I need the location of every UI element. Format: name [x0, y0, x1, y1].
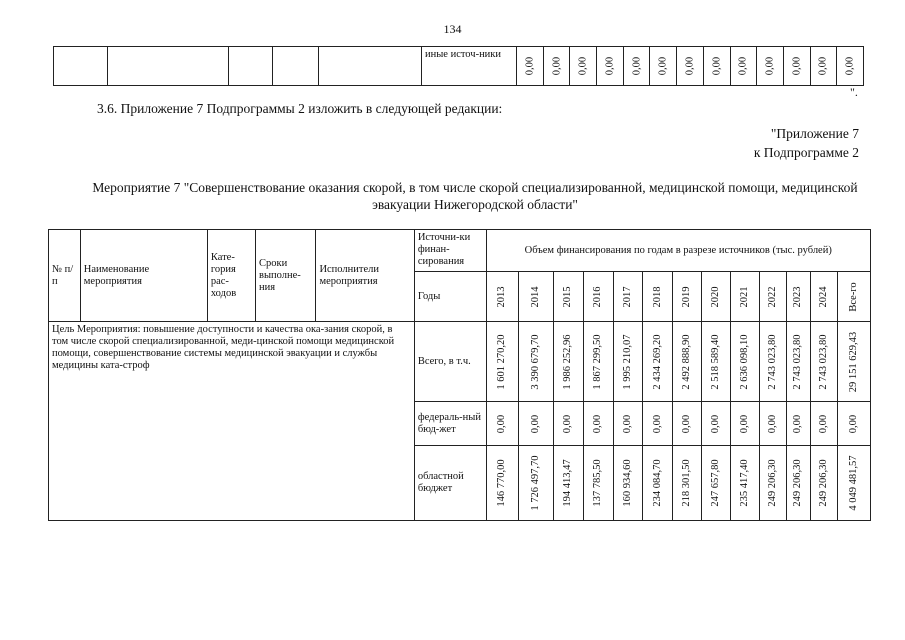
measure-title: Мероприятие 7 "Совершенствование оказания скорой, в том числе скорой специализированной, медицинской помощи, медицинской эвакуации Нижегородской области": [92, 180, 858, 212]
value-cell: [783, 47, 810, 86]
year-cell: [486, 272, 519, 322]
value-cell-text: 2 492 888,90: [680, 333, 692, 390]
row-label: областной бюджет: [414, 446, 486, 521]
header-volume: Объем финансирования по годам в разрезе источников (тыс. рублей): [486, 230, 870, 272]
value-cell-text: 0,00: [711, 56, 723, 76]
value-cell-text: 0,00: [577, 56, 589, 76]
appendix-subtitle: к Подпрограмме 2: [753, 145, 859, 160]
value-cell: [517, 47, 544, 86]
value-cell: [703, 47, 730, 86]
value-cell: [837, 402, 870, 446]
value-cell: [650, 47, 677, 86]
continuation-table: [53, 46, 864, 86]
value-cell: [811, 322, 838, 402]
value-cell-text: 2 518 589,40: [709, 333, 721, 390]
row-label: федераль-ный бюд-жет: [414, 402, 486, 446]
row-label: Всего, в т.ч.: [414, 322, 486, 402]
value-cell-text: 0,00: [709, 414, 721, 433]
value-cell-text: 0,00: [631, 56, 643, 76]
paragraph: 3.6. Приложение 7 Подпрограммы 2 изложить в следующей редакции:: [97, 101, 503, 116]
year-cell-text: 2023: [792, 286, 804, 307]
header-executors: Исполнители мероприятия: [316, 230, 414, 322]
value-cell-text: 2 434 269,20: [651, 333, 663, 390]
value-cell-text: 0,00: [680, 414, 692, 433]
year-cell: [701, 272, 731, 322]
value-cell: [731, 402, 760, 446]
value-cell-text: 0,00: [739, 414, 751, 433]
value-cell-text: 0,00: [496, 414, 508, 433]
value-cell: [543, 47, 570, 86]
year-cell-text: 2018: [651, 286, 663, 307]
value-cell-text: 194 413,47: [562, 459, 574, 507]
value-cell: [837, 47, 864, 86]
value-cell-text: 0,00: [524, 56, 536, 76]
header-years: Годы: [414, 272, 486, 322]
value-cell: [583, 402, 613, 446]
value-cell: [837, 322, 870, 402]
value-cell: [757, 47, 784, 86]
value-cell-text: 1 726 497,70: [530, 455, 542, 511]
value-cell-text: 0,00: [604, 56, 616, 76]
value-cell-text: 0,00: [651, 414, 663, 433]
year-cell: [643, 272, 673, 322]
value-cell-text: 137 785,50: [592, 459, 604, 507]
measure-goal: Цель Мероприятия: повышение доступности и качества ока-зания скорой, в том числе скорой специализированной, меди-цинской помощи медицинской помощи, совершенствование системы медицинской эвакуации и службы медицины ката-строф: [49, 322, 415, 521]
value-cell: [486, 322, 519, 402]
value-cell-text: 2 636 098,10: [739, 333, 751, 390]
appendix-title: "Приложение 7: [770, 126, 859, 141]
financing-table: [48, 229, 871, 521]
value-cell-text: 0,00: [621, 414, 633, 433]
value-cell: [701, 402, 731, 446]
value-cell-text: 249 206,30: [766, 459, 778, 507]
value-cell-text: 247 657,80: [709, 459, 721, 507]
value-cell-text: 2 743 023,80: [818, 333, 830, 390]
value-cell: [786, 446, 811, 521]
value-cell: [643, 446, 673, 521]
header-category: Кате-гория рас-ходов: [207, 230, 255, 322]
value-cell-text: 218 301,50: [680, 459, 692, 507]
value-cell: [701, 322, 731, 402]
value-cell: [519, 322, 554, 402]
value-cell-text: 0,00: [562, 414, 574, 433]
year-cell-text: 2017: [621, 286, 633, 307]
year-cell-text: 2015: [562, 286, 574, 307]
year-cell: [519, 272, 554, 322]
year-cell-text: Все-го: [847, 281, 859, 312]
header-num: № п/п: [49, 230, 81, 322]
year-cell-text: 2020: [709, 286, 721, 307]
value-cell-text: 0,00: [844, 56, 856, 76]
value-cell: [730, 47, 757, 86]
value-cell: [811, 446, 838, 521]
value-cell: [672, 446, 701, 521]
year-cell-text: 2016: [592, 286, 604, 307]
value-cell-text: 0,00: [766, 414, 778, 433]
value-cell: [810, 47, 837, 86]
value-cell: [613, 446, 643, 521]
value-cell: [519, 446, 554, 521]
header-name: Наименование мероприятия: [80, 230, 207, 322]
value-cell-text: 0,00: [530, 414, 542, 433]
value-cell-text: 146 770,00: [496, 459, 508, 507]
year-cell: [583, 272, 613, 322]
value-cell-text: 4 049 481,57: [847, 455, 859, 511]
value-cell: [643, 402, 673, 446]
value-cell-text: 2 743 023,80: [766, 333, 778, 390]
value-cell: [677, 47, 704, 86]
year-cell-text: 2019: [680, 286, 692, 307]
value-cell: [672, 402, 701, 446]
closing-quote: ".: [850, 85, 858, 99]
value-cell: [486, 402, 519, 446]
value-cell-text: 0,00: [551, 56, 563, 76]
value-cell-text: 3 390 679,70: [530, 333, 542, 390]
value-cell: [486, 446, 519, 521]
value-cell: [613, 402, 643, 446]
year-cell: [786, 272, 811, 322]
table-cell: [319, 47, 422, 86]
value-cell: [643, 322, 673, 402]
value-cell-text: 1 995 210,07: [621, 333, 633, 390]
year-cell-text: 2021: [739, 286, 751, 307]
value-cell-text: 0,00: [818, 414, 830, 433]
value-cell: [731, 446, 760, 521]
value-cell-text: 0,00: [592, 414, 604, 433]
value-cell: [811, 402, 838, 446]
year-cell-text: 2022: [766, 286, 778, 307]
value-cell-text: 2 743 023,80: [792, 333, 804, 390]
value-cell: [613, 322, 643, 402]
table-row: [54, 47, 864, 86]
year-cell: [811, 272, 838, 322]
value-cell-text: 1 867 299,50: [592, 333, 604, 390]
table-cell: [108, 47, 229, 86]
year-cell: [613, 272, 643, 322]
value-cell: [786, 402, 811, 446]
value-cell-text: 0,00: [817, 56, 829, 76]
value-cell: [583, 446, 613, 521]
value-cell-text: 0,00: [684, 56, 696, 76]
value-cell-text: 249 206,30: [792, 459, 804, 507]
year-cell: [837, 272, 870, 322]
value-cell: [554, 446, 584, 521]
year-cell-text: 2013: [496, 286, 508, 307]
value-cell-text: 249 206,30: [818, 459, 830, 507]
value-cell-text: 29 151 629,43: [847, 331, 859, 392]
year-cell-text: 2024: [818, 286, 830, 307]
value-cell: [570, 47, 597, 86]
value-cell: [519, 402, 554, 446]
value-cell: [597, 47, 624, 86]
value-cell-text: 160 934,60: [621, 459, 633, 507]
year-cell: [760, 272, 787, 322]
header-sources: Источни-ки финан-сирования: [414, 230, 486, 272]
value-cell-text: 0,00: [737, 56, 749, 76]
source-label: иные источ-ники: [422, 47, 517, 86]
value-cell: [623, 47, 650, 86]
header-terms: Сроки выполне-ния: [255, 230, 315, 322]
table-cell: [229, 47, 273, 86]
value-cell: [760, 322, 787, 402]
table-cell: [273, 47, 319, 86]
value-cell: [554, 322, 584, 402]
value-cell-text: 0,00: [847, 414, 859, 433]
page-number: 134: [443, 22, 462, 36]
value-cell: [672, 322, 701, 402]
value-cell: [837, 446, 870, 521]
value-cell: [701, 446, 731, 521]
year-cell: [554, 272, 584, 322]
value-cell-text: 0,00: [657, 56, 669, 76]
value-cell-text: 0,00: [792, 414, 804, 433]
value-cell: [731, 322, 760, 402]
value-cell-text: 1 986 252,96: [562, 333, 574, 390]
value-cell-text: 0,00: [764, 56, 776, 76]
year-cell: [672, 272, 701, 322]
value-cell: [760, 402, 787, 446]
year-cell: [731, 272, 760, 322]
value-cell: [583, 322, 613, 402]
table-cell: [54, 47, 108, 86]
year-cell-text: 2014: [530, 286, 542, 307]
value-cell: [786, 322, 811, 402]
value-cell: [554, 402, 584, 446]
value-cell-text: 235 417,40: [739, 459, 751, 507]
value-cell-text: 234 084,70: [651, 459, 663, 507]
value-cell: [760, 446, 787, 521]
value-cell-text: 1 601 270,20: [496, 333, 508, 390]
value-cell-text: 0,00: [791, 56, 803, 76]
